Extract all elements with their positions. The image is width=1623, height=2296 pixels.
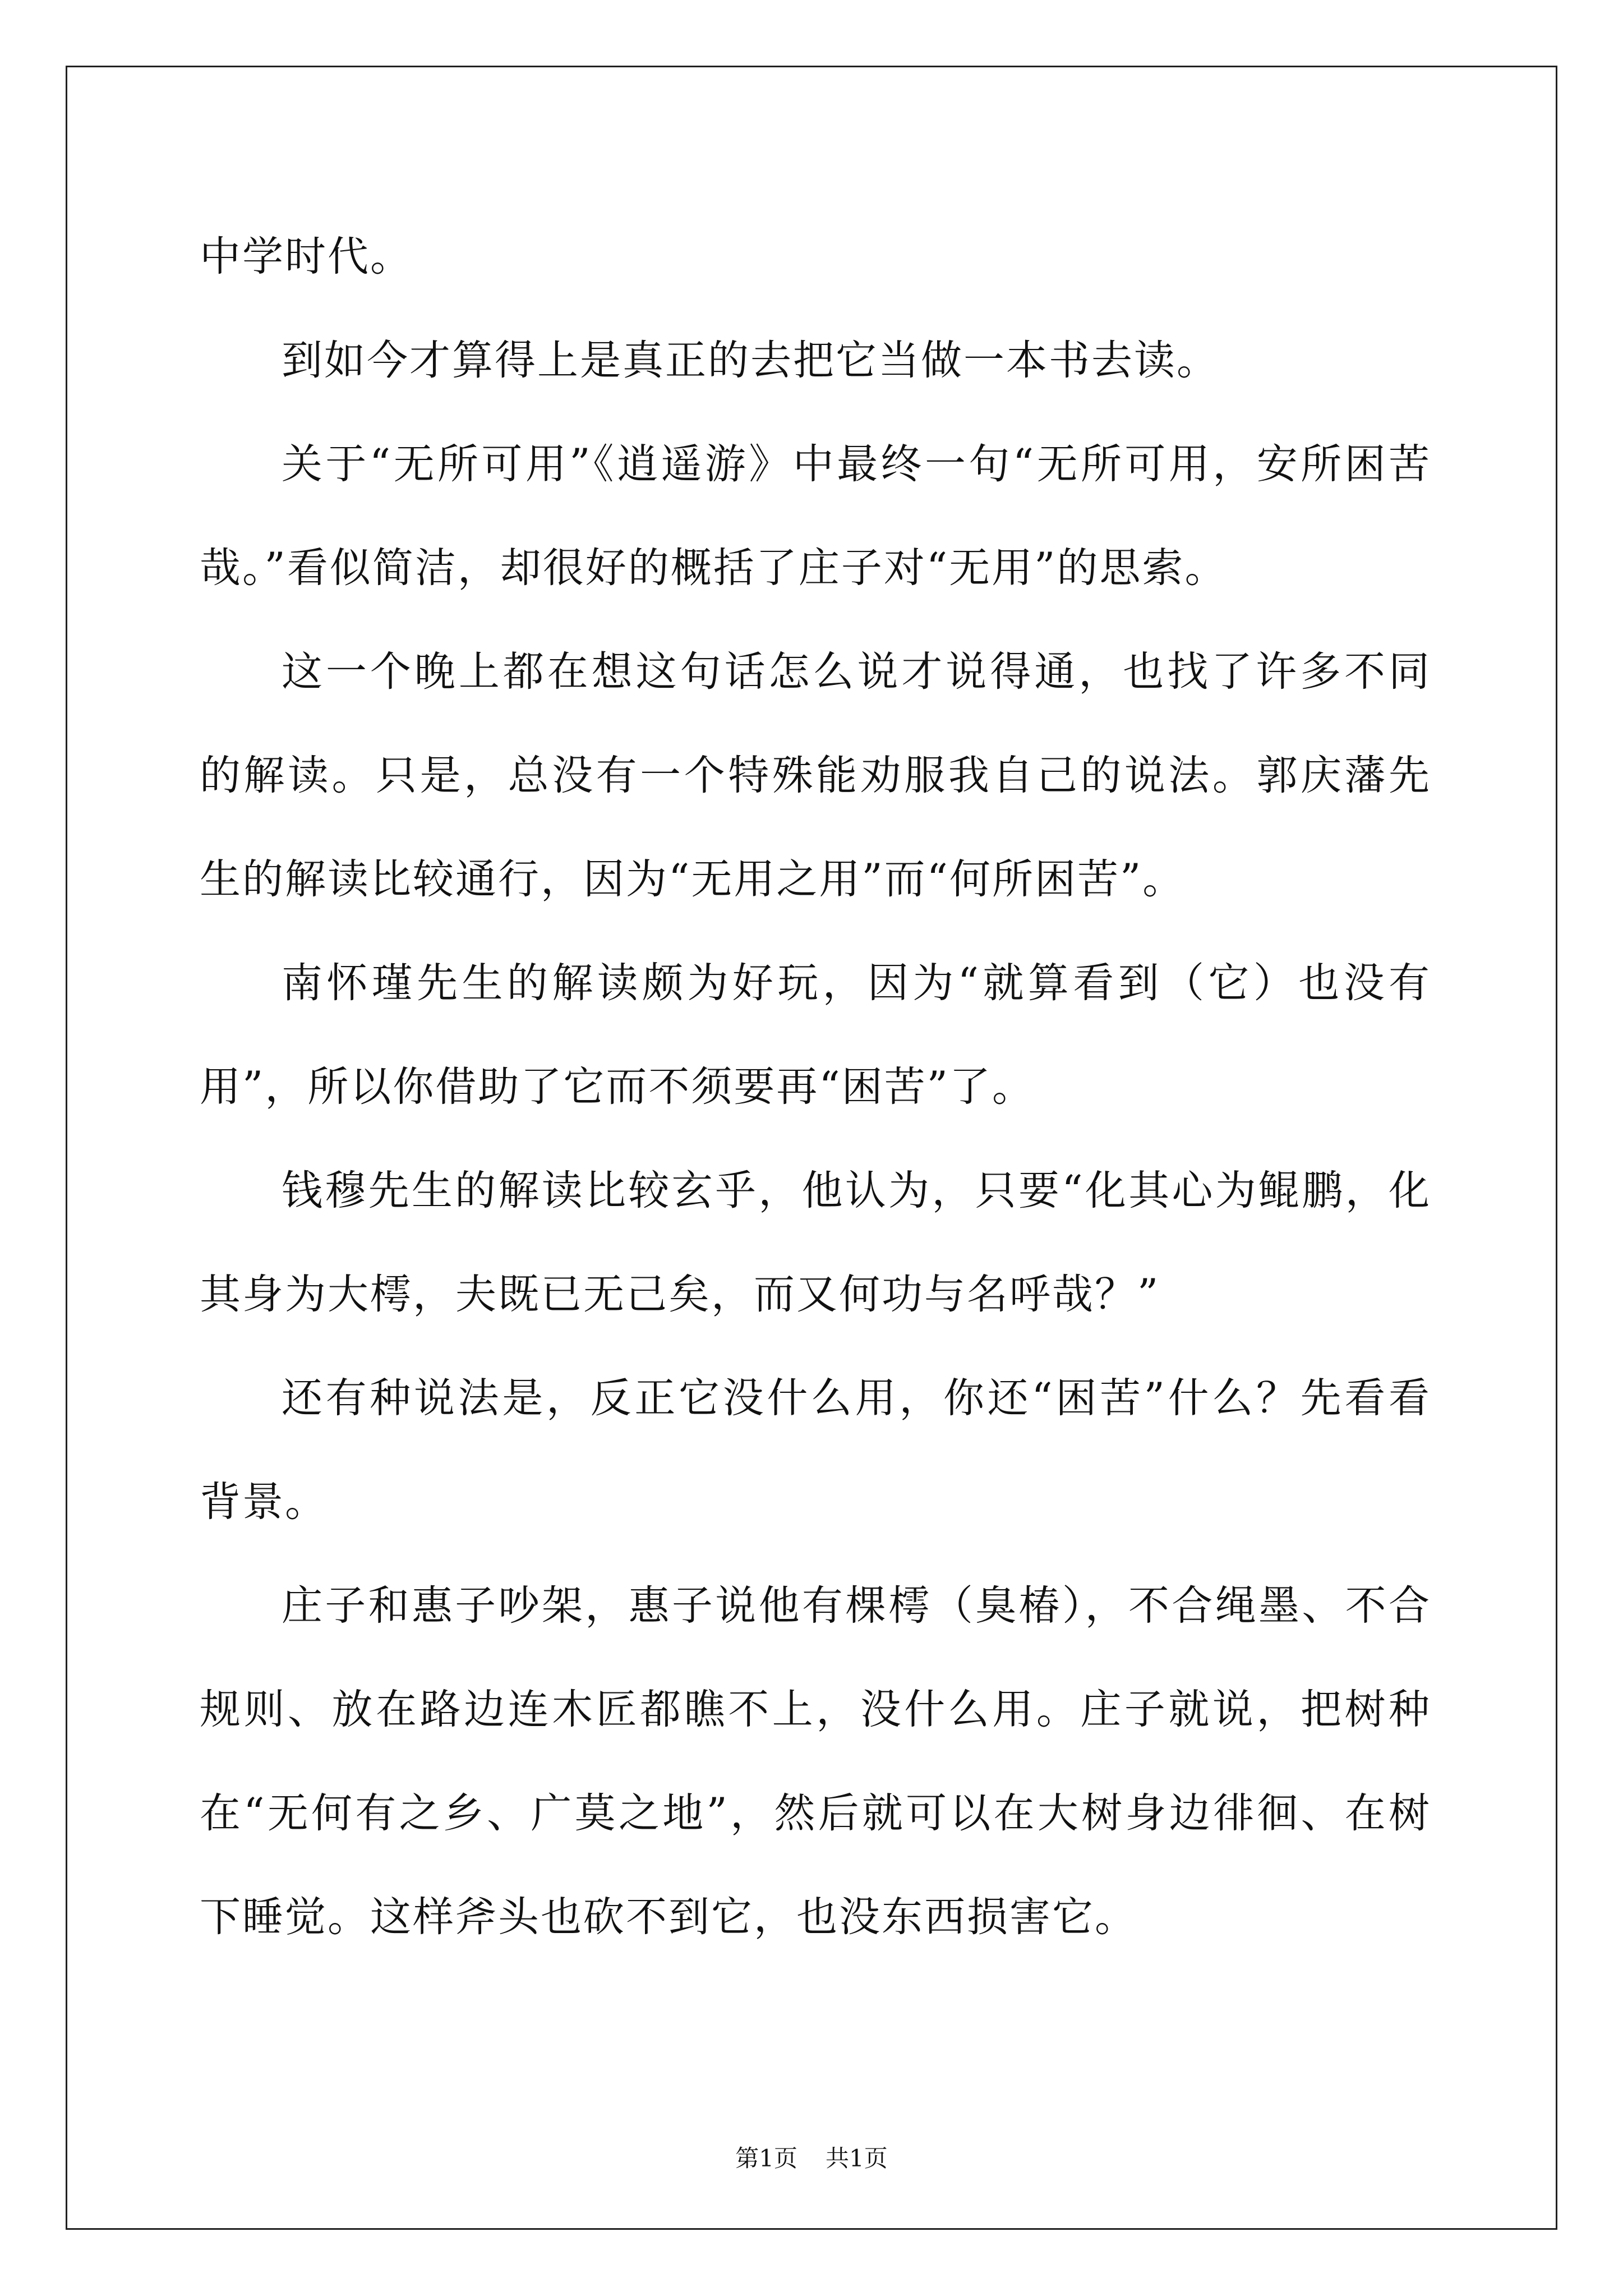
paragraph-7: 还有种说法是，反正它没什么用，你还“困苦”什么？先看看背景。 <box>200 1374 1431 1526</box>
page-number: 第1页 <box>735 2145 797 2172</box>
paragraph-2: 到如今才算得上是真正的去把它当做一本书去读。 <box>282 337 1219 384</box>
page-footer <box>0 2142 1623 2175</box>
paragraph-6: 钱穆先生的解读比较玄乎，他认为，只要“化其心为鲲鹏，化其身为大樗，夫既已无己矣，而又何功与名呼哉？” <box>200 1167 1431 1318</box>
paragraph-1: 中学时代。 <box>200 233 413 280</box>
paragraph-8: 庄子和惠子吵架，惠子说他有棵樗（臭椿），不合绳墨、不合规则、放在路边连木匠都瞧不上，没什么用。庄子就说，把树种在“无何有之乡、广莫之地”，然后就可以在大树身边徘徊、在树下睡觉。这样斧头也砍不到它，也没东西损害它。 <box>200 1582 1431 1941</box>
page-total: 共1页 <box>826 2145 888 2172</box>
paragraph-5: 南怀瑾先生的解读颇为好玩，因为“就算看到（它）也没有用”，所以你借助了它而不须要再“困苦”了。 <box>200 959 1431 1111</box>
document-body <box>200 205 1431 1969</box>
paragraph-3: 关于“无所可用”《逍遥游》中最终一句“无所可用，安所困苦哉。”看似简洁，却很好的概括了庄子对“无用”的思索。 <box>200 440 1431 592</box>
paragraph-4: 这一个晚上都在想这句话怎么说才说得通，也找了许多不同的解读。只是，总没有一个特殊能劝服我自己的说法。郭庆藩先生的解读比较通行，因为“无用之用”而“何所困苦”。 <box>200 648 1431 903</box>
